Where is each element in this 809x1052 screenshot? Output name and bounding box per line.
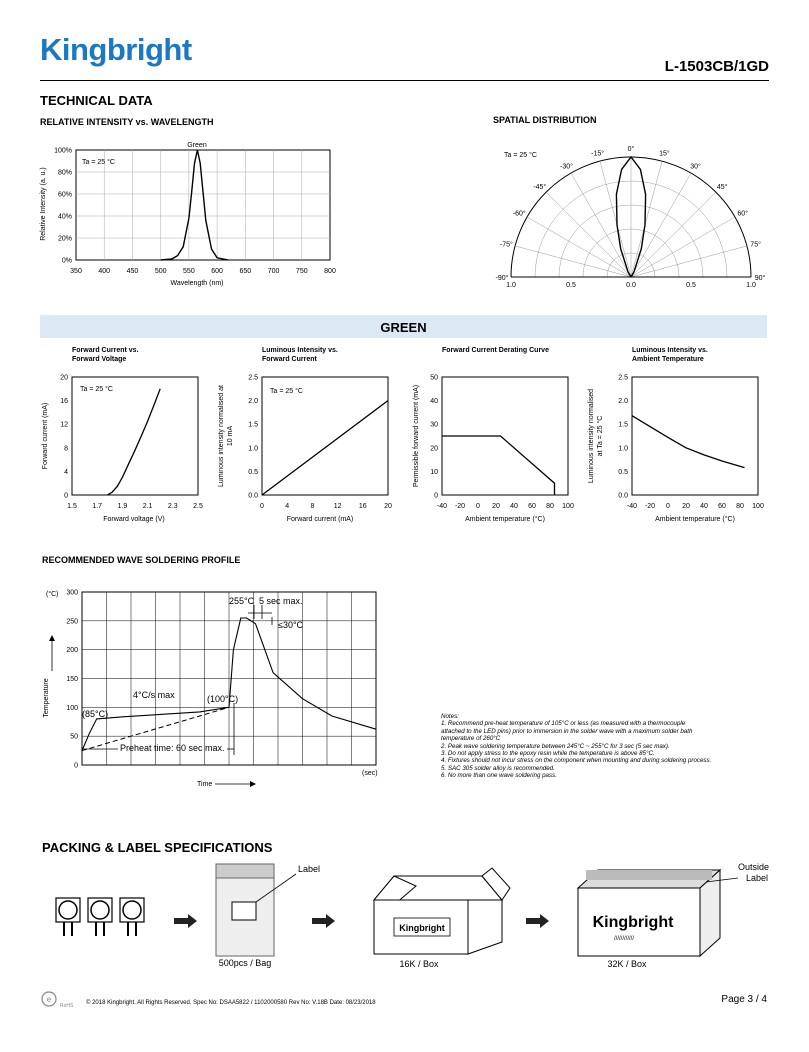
- outside-label-text-2: Label: [746, 873, 769, 883]
- ann-5sec: 5 sec max.: [259, 596, 303, 606]
- y-tick-label: 1.5: [618, 421, 628, 429]
- y-tick-label: 150: [66, 676, 78, 683]
- y-tick-label: 100: [66, 704, 78, 712]
- rohs-text: RoHS: [60, 1003, 74, 1009]
- y-tick-label: 8: [64, 445, 68, 453]
- packing-title: PACKING & LABEL SPECIFICATIONS: [42, 840, 273, 855]
- spatial-title: SPATIAL DISTRIBUTION: [493, 115, 597, 125]
- note-line: 6. No more than one wave soldering pass.: [441, 772, 557, 780]
- x-tick-label: 400: [98, 268, 111, 275]
- spatial-chart: [490, 135, 770, 295]
- note-line: 1. Recommend pre-heat temperature of 105°C or less (as measured with a thermocouple: [441, 720, 686, 728]
- spatial-r-labels: [506, 282, 756, 289]
- header-rule: [40, 80, 769, 81]
- polar-spoke: [527, 217, 631, 277]
- green-section-band: [40, 315, 767, 338]
- ann-30: ≤30°C: [278, 620, 304, 630]
- fc-fv-ta: Ta = 25 °C: [80, 386, 113, 393]
- y-tick-label: 2.0: [618, 398, 628, 406]
- fc-fv-xlabel: Forward voltage (V): [103, 516, 165, 523]
- bag-label-text: Label: [298, 864, 321, 874]
- derate-plot: [430, 375, 574, 511]
- soldering-title: RECOMMENDED WAVE SOLDERING PROFILE: [42, 555, 241, 565]
- box-caption: 16K / Box: [399, 959, 439, 969]
- plot-frame: [72, 377, 198, 495]
- polar-spoke: [631, 161, 662, 277]
- angle-label: 75°: [750, 241, 761, 249]
- rel-intensity-xlabel: Wavelength (nm): [170, 280, 224, 287]
- y-tick-label: 40: [430, 398, 438, 406]
- arrow-icon: [526, 914, 549, 928]
- polar-spoke: [631, 217, 735, 277]
- y-tick-label: 2.5: [248, 374, 258, 382]
- x-tick-label: 750: [295, 268, 308, 275]
- r-tick-label: 0.0: [626, 282, 636, 289]
- soldering-sec-label: (sec): [362, 770, 378, 777]
- ann-100: (100°C): [207, 694, 239, 704]
- rel-intensity-yticks: [54, 148, 72, 265]
- note-line: attached to the LED pins) prior to immersion in the solder wave with a maximum solder bath: [441, 727, 693, 735]
- x-tick-label: 500: [154, 268, 167, 275]
- x-tick-label: 16: [358, 503, 367, 510]
- y-tick-label: 0.5: [248, 468, 258, 476]
- x-tick-label: 0: [476, 503, 480, 510]
- r-tick-label: 1.0: [506, 282, 516, 289]
- angle-label: 0°: [627, 146, 635, 153]
- x-tick-label: 60: [718, 503, 726, 510]
- y-tick-label: 40%: [57, 213, 72, 221]
- plot-frame: [632, 377, 758, 495]
- derate-xlabel: Ambient temperature (°C): [465, 516, 545, 523]
- x-tick-label: 700: [267, 268, 280, 275]
- soldering-chart: [40, 583, 390, 793]
- r-tick-label: 0.5: [686, 282, 696, 289]
- y-tick-label: 4: [64, 468, 68, 476]
- y-tick-label: 60%: [57, 191, 72, 199]
- ylabel-arrow-head: [49, 635, 55, 641]
- x-tick-label: 40: [510, 503, 518, 510]
- r-tick-label: 0.5: [566, 282, 576, 289]
- bag-caption: 500pcs / Bag: [218, 958, 272, 968]
- angle-label: -60°: [512, 210, 526, 218]
- y-tick-label: 1.5: [248, 421, 258, 429]
- derate-title: Forward Current Derating Curve: [442, 347, 549, 354]
- x-tick-label: 350: [70, 268, 82, 275]
- angle-label: 45°: [716, 183, 728, 191]
- angle-label: 90°: [754, 275, 766, 282]
- x-tick-label: 550: [183, 268, 195, 275]
- page-number: Page 3 / 4: [721, 994, 767, 1005]
- x-tick-label: -40: [626, 503, 638, 510]
- li-temp-ylabel1: Luminous intensity normalised: [588, 388, 595, 484]
- carton-caption: 32K / Box: [607, 959, 647, 969]
- fc-fv-title2: Forward Voltage: [72, 356, 127, 363]
- fc-fv-title1: Forward Current vs.: [72, 347, 139, 354]
- x-tick-label: 1.9: [117, 503, 128, 510]
- x-tick-label: 2.3: [167, 503, 178, 510]
- x-tick-label: 600: [211, 268, 223, 275]
- ann-preheat: Preheat time: 60 sec max.: [120, 743, 225, 753]
- li-fc-ylabel1: Luminous intensity normalised at: [218, 385, 225, 487]
- y-tick-label: 2.0: [248, 398, 258, 406]
- y-tick-label: 10: [430, 468, 438, 476]
- li-fc-ta: Ta = 25 °C: [270, 388, 303, 395]
- xlabel-arrow-head: [250, 781, 256, 787]
- footer-text: © 2018 Kingbright. All Rights Reserved. Spec No: DSAA5822 / 1102000580 Rev No: V.18B Date: 08/23/2018: [86, 1000, 376, 1006]
- rohs-icon: [40, 990, 80, 1010]
- x-tick-label: 0: [666, 503, 670, 510]
- y-tick-label: 0: [64, 492, 68, 500]
- outside-label-text-1: Outside: [738, 862, 770, 872]
- li-temp-chart: [585, 343, 775, 528]
- y-tick-label: 0: [434, 492, 438, 500]
- series-line: [442, 436, 555, 495]
- y-tick-label: 300: [66, 589, 78, 597]
- spatial-ta-label: Ta = 25 °C: [504, 152, 537, 159]
- x-tick-label: 80: [736, 503, 744, 510]
- x-tick-label: 8: [310, 503, 315, 510]
- rel-intensity-title: RELATIVE INTENSITY vs. WAVELENGTH: [40, 117, 214, 127]
- li-fc-chart: [218, 343, 398, 528]
- note-line: 5. SAC 305 solder alloy is recommended.: [441, 764, 555, 772]
- x-tick-label: 100: [562, 503, 574, 510]
- soldering-ylabel: Temperature: [43, 678, 50, 718]
- x-tick-label: 12: [333, 503, 342, 510]
- y-tick-label: 0%: [61, 257, 72, 265]
- derate-ylabel: Permissible forward current (mA): [413, 384, 420, 488]
- rel-intensity-ylabel: Relative Intensity (a. u.): [40, 167, 47, 241]
- x-tick-label: 20: [492, 503, 500, 510]
- carton-logo: Kingbright: [592, 914, 674, 931]
- soldering-xlabel: Time: [197, 781, 213, 788]
- li-temp-xlabel: Ambient temperature (°C): [655, 516, 735, 523]
- kingbright-logo: Kingbright: [40, 32, 192, 67]
- y-tick-label: 50: [430, 374, 438, 382]
- x-tick-label: 2.5: [193, 503, 203, 510]
- angle-label: -15°: [591, 150, 605, 158]
- x-tick-label: 2.1: [142, 503, 153, 510]
- svg-text:e: e: [46, 995, 52, 1004]
- y-tick-label: 80%: [57, 169, 72, 177]
- angle-label: -45°: [533, 183, 547, 191]
- polar-spoke: [571, 173, 631, 277]
- x-tick-label: 60: [528, 503, 536, 510]
- series-line: [262, 401, 388, 495]
- angle-label: 60°: [737, 210, 749, 218]
- y-tick-label: 250: [66, 618, 78, 626]
- x-tick-label: 0: [260, 503, 264, 510]
- y-tick-label: 16: [60, 398, 68, 406]
- series-line: [632, 416, 745, 468]
- carton-icon: [578, 870, 738, 956]
- angle-label: 15°: [659, 150, 670, 158]
- arrow-icon: [312, 914, 335, 928]
- note-line: 2. Peak wave soldering temperature between 245°C ~ 255°C for 3 sec (5 sec max).: [441, 742, 670, 750]
- y-tick-label: 20: [60, 374, 68, 382]
- x-tick-label: 20: [682, 503, 690, 510]
- polar-spoke: [515, 246, 631, 277]
- notes: [441, 713, 771, 780]
- rel-intensity-grid: [70, 150, 336, 275]
- angle-label: -75°: [499, 241, 513, 249]
- fc-fv-chart: [38, 343, 218, 528]
- x-tick-label: -40: [436, 503, 448, 510]
- ann-255: 255°C: [229, 596, 255, 606]
- polar-spoke: [631, 173, 691, 277]
- peak-label: Green: [187, 142, 207, 149]
- li-temp-plot: [618, 375, 764, 511]
- note-line: 3. Do not apply stress to the epoxy resin while the temperature is above 85°C.: [441, 750, 655, 758]
- li-fc-ylabel2: 10 mA: [227, 425, 234, 447]
- li-temp-ylabel2: at Ta = 25 °C: [597, 415, 604, 457]
- technical-data-title: TECHNICAL DATA: [40, 93, 153, 108]
- x-tick-label: 40: [700, 503, 708, 510]
- y-tick-label: 0.0: [248, 492, 258, 500]
- li-fc-title1: Luminous Intensity vs.: [262, 347, 338, 354]
- plot-frame: [76, 150, 330, 260]
- polar-spoke: [600, 161, 631, 277]
- led-components: [56, 898, 144, 936]
- ann-rate: 4°C/s max: [133, 690, 175, 700]
- x-tick-label: 80: [546, 503, 554, 510]
- rel-intensity-curve: [161, 150, 229, 260]
- x-tick-label: 800: [324, 268, 336, 275]
- soldering-grid: [82, 592, 376, 765]
- x-tick-label: -20: [644, 503, 656, 510]
- notes-title: Notes:: [441, 713, 459, 720]
- li-temp-title2: Ambient Temperature: [632, 356, 704, 363]
- fc-fv-ylabel: Forward current (mA): [42, 402, 49, 470]
- y-tick-label: 1.0: [248, 445, 258, 453]
- y-tick-label: 0.5: [618, 468, 628, 476]
- bag-icon: [216, 864, 296, 956]
- ta-label: Ta = 25 °C: [82, 159, 115, 166]
- angle-label: 30°: [690, 163, 701, 171]
- box-logo: Kingbright: [399, 923, 445, 933]
- rel-intensity-chart: [30, 135, 340, 295]
- li-temp-title1: Luminous Intensity vs.: [632, 347, 708, 354]
- arrow-icon: [174, 914, 197, 928]
- y-tick-label: 100%: [54, 147, 72, 155]
- x-tick-label: 650: [239, 268, 252, 275]
- x-tick-label: 20: [384, 503, 392, 510]
- soldering-yticks: [66, 590, 78, 770]
- y-tick-label: 0: [74, 762, 78, 770]
- y-tick-label: 20%: [57, 235, 72, 243]
- led-lens: [59, 901, 77, 919]
- angle-label: -90°: [495, 275, 509, 282]
- y-tick-label: 2.5: [618, 374, 628, 382]
- x-tick-label: 1.7: [92, 503, 103, 510]
- y-tick-label: 12: [60, 421, 68, 429]
- angle-label: -30°: [560, 163, 573, 171]
- y-tick-label: 50: [70, 733, 78, 741]
- ann-85: (85°C): [82, 709, 109, 719]
- derate-chart: [398, 343, 588, 528]
- fc-fv-plot: [60, 375, 203, 511]
- y-tick-label: 1.0: [618, 445, 628, 453]
- spatial-grid: [511, 157, 751, 277]
- x-tick-label: -20: [454, 503, 466, 510]
- y-tick-label: 30: [430, 421, 438, 429]
- x-tick-label: 1.5: [67, 503, 77, 510]
- note-line: temperature of 260°C: [441, 735, 501, 743]
- packing-illustration: [40, 860, 780, 985]
- x-tick-label: 4: [285, 503, 290, 510]
- green-section-title: GREEN: [380, 320, 427, 335]
- y-tick-label: 0.0: [618, 492, 628, 500]
- soldering-unit: (°C): [46, 591, 59, 598]
- led-lens: [123, 901, 141, 919]
- part-number: L-1503CB/1GD: [664, 58, 769, 75]
- li-fc-xlabel: Forward current (mA): [286, 516, 354, 523]
- x-tick-label: 100: [752, 503, 764, 510]
- li-fc-title2: Forward Current: [262, 356, 317, 363]
- y-tick-label: 20: [430, 445, 438, 453]
- r-tick-label: 1.0: [746, 282, 756, 289]
- box-icon: [374, 868, 510, 954]
- series-line: [107, 389, 160, 495]
- note-line: 4. Fixtures should not incur stress on the component when mounting and during soldering process.: [441, 757, 712, 765]
- carton-hatch-icon: ////////////: [614, 936, 635, 942]
- y-tick-label: 200: [66, 647, 78, 655]
- led-lens: [91, 901, 109, 919]
- polar-spoke: [631, 246, 747, 277]
- x-tick-label: 450: [126, 268, 139, 275]
